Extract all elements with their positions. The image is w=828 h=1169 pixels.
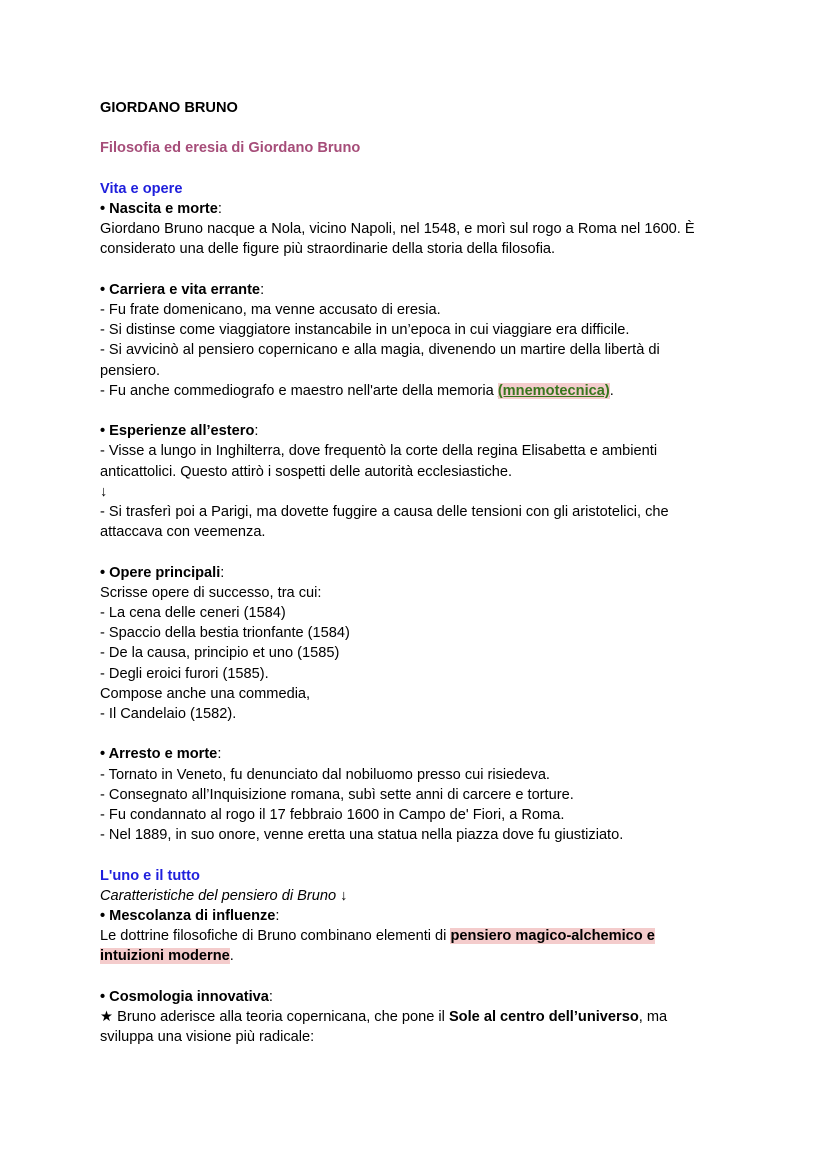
colon: : bbox=[217, 746, 222, 763]
text-segment: ★ Bruno aderisce alla teoria copernicana, che pone il bbox=[100, 1009, 449, 1026]
spacer bbox=[100, 967, 740, 987]
subheading-estero bbox=[100, 421, 740, 441]
highlight-intuizioni: intuizioni moderne bbox=[100, 948, 230, 965]
list-item: - Il Candelaio (1582). bbox=[100, 706, 237, 723]
bullet-label: • Carriera e vita errante bbox=[100, 281, 261, 298]
down-arrow-icon: ↓ bbox=[100, 483, 108, 500]
section-heading-uno: L'uno e il tutto bbox=[100, 867, 200, 884]
list-item: - La cena delle ceneri (1584) bbox=[100, 605, 286, 621]
text-line: - Si trasferì poi a Parigi, ma dovette fuggire a causa delle tensioni con gli aristotelici, che bbox=[100, 504, 669, 520]
bullet-label: • Opere principali bbox=[100, 564, 221, 581]
highlight-mnemotecnica: (mnemotecnica) bbox=[497, 382, 610, 399]
list-item: - Tornato in Veneto, fu denunciato dal nobiluomo presso cui risiedeva. bbox=[100, 766, 550, 783]
bullet-label: • Arresto e morte bbox=[100, 746, 218, 763]
bullet-label: • Mescolanza di influenze bbox=[100, 908, 276, 925]
text-line: attaccava con veemenza. bbox=[100, 524, 266, 541]
text-line: - Si avvicinò al pensiero copernicano e alla magia, divenendo un martire della libertà di bbox=[100, 342, 660, 359]
spacer bbox=[100, 724, 740, 744]
spacer bbox=[100, 542, 740, 562]
subheading-carriera bbox=[100, 280, 740, 300]
text-segment: . bbox=[609, 382, 614, 399]
text-line: - Fu frate domenicano, ma venne accusato di eresia. bbox=[100, 301, 441, 318]
subheading-cosmologia bbox=[100, 987, 740, 1007]
highlight-pensiero: pensiero magico-alchemico e bbox=[450, 928, 655, 945]
text-line: - Visse a lungo in Inghilterra, dove frequentò la corte della regina Elisabetta e ambienti bbox=[100, 443, 658, 460]
text-line: - Si distinse come viaggiatore instancabile in un’epoca in cui viaggiare era difficile. bbox=[100, 322, 630, 339]
bullet-label: • Esperienze all’estero bbox=[100, 423, 255, 440]
text-line bbox=[100, 946, 740, 966]
text-line: pensiero. bbox=[100, 362, 161, 379]
spacer bbox=[100, 260, 740, 280]
text-line bbox=[100, 1007, 740, 1027]
text-segment: - Fu anche commediografo e maestro nell'arte della memoria bbox=[100, 382, 498, 399]
bullet-label: • Cosmologia innovativa bbox=[100, 988, 269, 1005]
bullet-label: • Nascita e morte bbox=[100, 200, 218, 217]
text-line: considerato una delle figure più straordinarie della storia della filosofia. bbox=[100, 241, 556, 258]
colon: : bbox=[217, 200, 222, 217]
text-line: Compose anche una commedia, bbox=[100, 685, 311, 702]
subheading-arresto bbox=[100, 744, 740, 764]
list-item: - Consegnato all’Inquisizione romana, subì sette anni di carcere e torture. bbox=[100, 786, 574, 803]
colon: : bbox=[268, 988, 273, 1005]
spacer bbox=[100, 159, 740, 179]
colon: : bbox=[275, 908, 280, 925]
text-line bbox=[100, 926, 740, 946]
list-item: - Fu condannato al rogo il 17 febbraio 1600 in Campo de' Fiori, a Roma. bbox=[100, 807, 565, 824]
text-line: Scrisse opere di successo, tra cui: bbox=[100, 584, 322, 601]
text-segment: Le dottrine filosofiche di Bruno combinano elementi di bbox=[100, 928, 451, 945]
document-page bbox=[100, 98, 740, 1047]
bold-phrase: Sole al centro dell’universo bbox=[448, 1009, 639, 1026]
text-segment: . bbox=[229, 948, 234, 965]
list-item: - De la causa, principio et uno (1585) bbox=[100, 645, 340, 662]
list-item: - Nel 1889, in suo onore, venne eretta una statua nella piazza dove fu giustiziato. bbox=[100, 827, 624, 844]
colon: : bbox=[254, 423, 259, 440]
subheading-influenze bbox=[100, 906, 740, 926]
spacer bbox=[100, 845, 740, 865]
colon: : bbox=[260, 281, 265, 298]
document-subtitle: Filosofia ed eresia di Giordano Bruno bbox=[100, 140, 361, 157]
colon: : bbox=[220, 564, 225, 581]
text-line: sviluppa una visione più radicale: bbox=[100, 1029, 315, 1046]
text-line bbox=[100, 381, 740, 401]
text-segment: , ma bbox=[638, 1009, 668, 1026]
text-line: anticattolici. Questo attirò i sospetti delle autorità ecclesiastiche. bbox=[100, 463, 513, 480]
section-intro: Caratteristiche del pensiero di Bruno ↓ bbox=[100, 887, 348, 904]
list-item: - Degli eroici furori (1585). bbox=[100, 665, 269, 682]
spacer bbox=[100, 401, 740, 421]
section-heading-vita: Vita e opere bbox=[100, 180, 183, 197]
subheading-nascita bbox=[100, 199, 740, 219]
subheading-opere bbox=[100, 563, 740, 583]
spacer bbox=[100, 118, 740, 138]
list-item: - Spaccio della bestia trionfante (1584) bbox=[100, 625, 350, 642]
text-line: Giordano Bruno nacque a Nola, vicino Napoli, nel 1548, e morì sul rogo a Roma nel 1600. È bbox=[100, 221, 695, 238]
document-title: GIORDANO BRUNO bbox=[100, 100, 238, 116]
